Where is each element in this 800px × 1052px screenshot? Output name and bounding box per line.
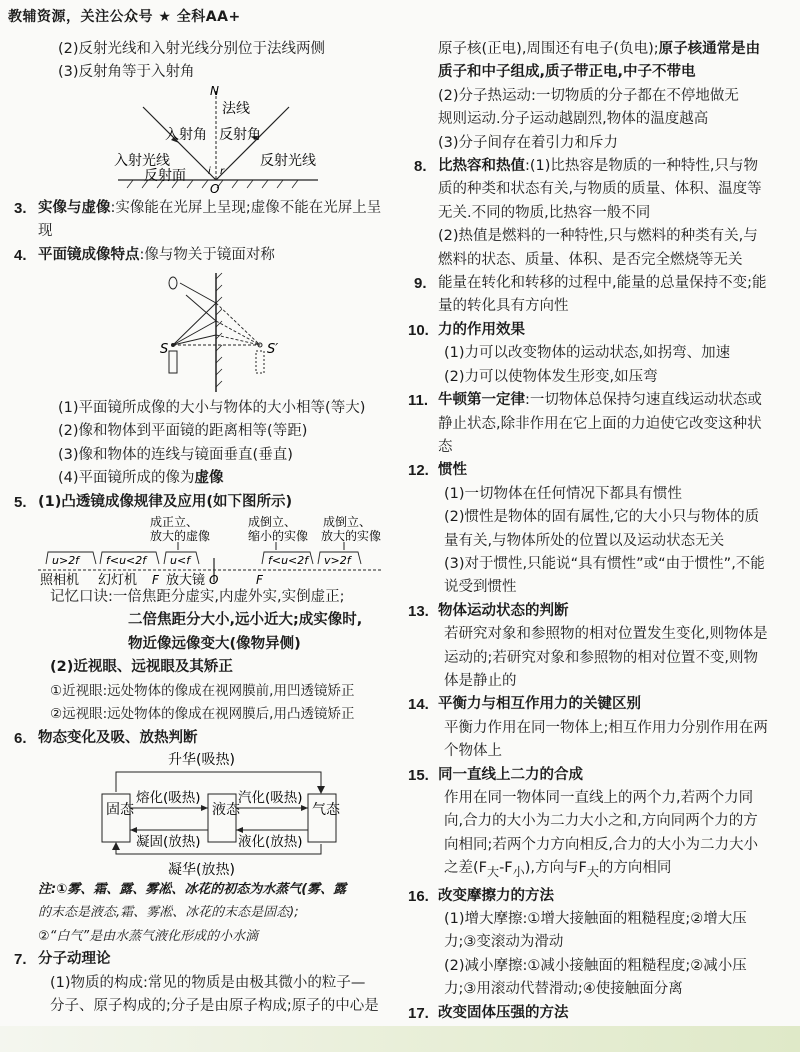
lens-f2: F: [256, 573, 263, 587]
lens-magnifier: 放大镜: [166, 573, 206, 587]
right-column: [408, 38, 772, 1048]
mirror-rule-4: (4)平面镜所成的像为虚像: [58, 470, 224, 487]
hyperopia: ②远视眼:远处物体的像成在视网膜后,用凸透镜矫正: [50, 706, 355, 723]
lens-top2b: 缩小的实像: [248, 529, 309, 544]
convex-lens-diagram: [38, 514, 383, 586]
section-12: 12. 惯性: [408, 462, 467, 480]
angle-i-label: i: [208, 165, 211, 177]
decrease-friction: (2)减小摩擦:①减小接触面的粗糙程度;②减小压力;③用滚动代替滑动;④使接触面分离: [444, 957, 747, 998]
sublimation-label: 升华(吸热): [168, 751, 235, 768]
memory-line-3: 物近像远像变大(像物异侧): [128, 635, 301, 652]
section-9: 9. 能量在转化和转移的过程中,能量的总量保持不变;能量的转化具有方向性: [414, 275, 767, 315]
motion-judgement: 若研究对象和参照物的相对位置发生变化,则物体是运动的;若研究对象和参照物的相对位置不变,则物体是静止的: [444, 626, 768, 689]
section-11: 11. 牛顿第一定律:一切物体总保持匀速直线运动状态或静止状态,除非作用在它上面的力迫使它改变这种状态: [408, 392, 762, 455]
incident-angle-label: 入射角: [165, 126, 207, 143]
lens-range2: f<u<2f: [106, 554, 147, 568]
reflected-angle-label: 反射角: [219, 126, 261, 143]
lens-top1b: 放大的虚像: [150, 529, 211, 544]
section-4: 4. 平面镜成像特点:像与物关于镜面对称: [14, 246, 275, 264]
intermolecular-force: (3)分子间存在着引力和斥力: [438, 134, 619, 151]
section-15: 15. 同一直线上二力的合成: [408, 766, 583, 784]
increase-friction: (1)增大摩擦:①增大接触面的粗糙程度;②增大压力;③变滚动为滑动: [444, 910, 747, 951]
lens-range5: v>2f: [324, 554, 351, 568]
section-16: 16. 改变摩擦力的方法: [408, 887, 554, 905]
lens-projector: 幻灯机: [98, 573, 138, 587]
page-bottom-strip: [0, 1026, 800, 1052]
solidify-label: 凝固(放热): [136, 833, 201, 850]
page-header: 教辅资源，关注公众号 ★ 全科AA+: [8, 9, 241, 25]
lens-o: O: [209, 573, 219, 587]
reflection-law-3: (3)反射角等于入射角: [58, 64, 195, 81]
lens-range3: u<f: [170, 554, 191, 568]
reflection-diagram: [38, 85, 383, 197]
melting-label: 熔化(吸热): [136, 789, 201, 806]
mirror-rule-3: (3)像和物体的连线与镜面垂直(垂直): [58, 446, 293, 463]
lens-range1: u>2f: [52, 554, 80, 568]
deposition-label: 凝华(放热): [168, 861, 235, 878]
atom-line-2: 质子和中子组成,质子带正电,中子不带电: [438, 64, 696, 81]
atom-line-1: 原子核(正电),周围还有电子(负电);原子核通常是由: [438, 41, 761, 57]
section-14: 14. 平衡力与相互作用力的关键区别: [408, 696, 641, 714]
vaporize-label: 汽化(吸热): [238, 789, 303, 806]
normal-label: 法线: [222, 100, 250, 117]
memory-line-2: 二倍焦距分大小,远小近大;成实像时,: [128, 612, 363, 629]
inertia-3: (3)对于惯性,只能说“具有惯性”或“由于惯性”,不能说受到惯性: [444, 555, 765, 596]
eye-title: (2)近视眼、远视眼及其矫正: [50, 659, 233, 676]
molecule-line-2: 分子、原子构成的;分子是由原子构成;原子的中心是: [50, 997, 379, 1014]
surface-label: 反射面: [144, 167, 186, 184]
mirror-rule-1: (1)平面镜所成像的大小与物体的大小相等(等大): [58, 400, 366, 417]
force-effect-1: (1)力可以改变物体的运动状态,如拐弯、加速: [444, 345, 731, 362]
solid-label: 固态: [106, 801, 134, 818]
lens-camera: 照相机: [40, 573, 80, 587]
origin-o-label: O: [210, 181, 220, 196]
note-line-2: 的末态是液态,霜、雾凇、冰花的末态是固态);: [38, 905, 299, 921]
lens-top2: 成倒立、: [248, 515, 297, 530]
section-10: 10. 力的作用效果: [408, 321, 525, 339]
state-change-diagram: [38, 750, 383, 878]
inertia-1: (1)一切物体在任何情况下都具有惯性: [444, 485, 683, 502]
section-5: 5. (1)凸透镜成像规律及应用(如下图所示): [14, 493, 293, 511]
image-s-label: S′: [267, 342, 279, 358]
section-7: 7. 分子动理论: [14, 951, 111, 969]
plane-mirror-diagram: [38, 267, 383, 397]
angle-r-label: r: [220, 165, 225, 177]
lens-top3b: 放大的实像: [321, 529, 382, 544]
memory-line-1: 记忆口诀:一倍焦距分虚实,内虚外实,实倒虚正;: [50, 589, 345, 606]
liquefy-label: 液化(放热): [238, 833, 303, 850]
lens-top3: 成倒立、: [323, 515, 372, 530]
mirror-rule-2: (2)像和物体到平面镜的距离相等(等距): [58, 423, 308, 440]
force-composition: 作用在同一物体同一直线上的两个力,若两个力同向,合力的大小为二力大小之和,方向同两个力的方向相同;若两个力方向相反,合力的大小为二力大小之差$(F_大-F_小)$,方向与$F_大$的方向相同: [444, 790, 758, 880]
left-column: [14, 38, 383, 1018]
incident-ray-label: 入射光线: [114, 152, 170, 169]
object-s-label: S: [160, 342, 169, 358]
inertia-2: (2)惯性是物体的固有属性,它的大小只与物体的质量有关,与物体所处的位置以及运动状态无关: [444, 509, 760, 549]
note-line-1: 注:①雾、霜、露、雾凇、冰花的初态为水蒸气(雾、露: [38, 881, 347, 897]
liquid-label: 液态: [212, 801, 240, 818]
balance-force: 平衡力作用在同一物体上;相互作用力分别作用在两个物体上: [444, 719, 768, 760]
molecule-line-1: (1)物质的构成:常见的物质是由极其微小的粒子—: [50, 974, 366, 991]
section-8: 8. 比热容和热值:(1)比热容是物质的一种特性,只与物质的种类和状态有关,与物质的质量、体积、温度等无关.不同的物质,比热容一般不同: [414, 158, 762, 221]
section-3: 3. 实像与虚像:实像能在光屏上呈现;虚像不能在光屏上呈现: [14, 199, 382, 240]
section-13: 13. 物体运动状态的判断: [408, 602, 569, 620]
myopia: ①近视眼:远处物体的像成在视网膜前,用凹透镜矫正: [50, 682, 355, 699]
lens-f1: F: [152, 573, 159, 587]
lens-range4: f<u<2f: [268, 554, 309, 568]
reflection-law-2: (2)反射光线和入射光线分别位于法线两侧: [58, 41, 326, 57]
normal-n-label: N: [210, 84, 219, 98]
force-effect-2: (2)力可以使物体发生形变,如压弯: [444, 368, 658, 385]
section-6: 6. 物态变化及吸、放热判断: [14, 729, 198, 747]
lens-top1: 成正立、: [150, 515, 199, 530]
section-8-heat-value: (2)热值是燃料的一种特性,只与燃料的种类有关,与燃料的状态、质量、体积、是否完全燃烧等无关: [438, 228, 758, 268]
heat-motion: (2)分子热运动:一切物质的分子都在不停地做无 规则运动.分子运动越剧烈,物体的温度越高: [438, 87, 739, 128]
section-17: 17. 改变固体压强的方法: [408, 1004, 569, 1022]
gas-label: 气态: [312, 801, 340, 818]
reflected-ray-label: 反射光线: [260, 152, 316, 169]
note-line-3: ②“白气”是由水蒸气液化形成的小水滴: [38, 928, 259, 944]
